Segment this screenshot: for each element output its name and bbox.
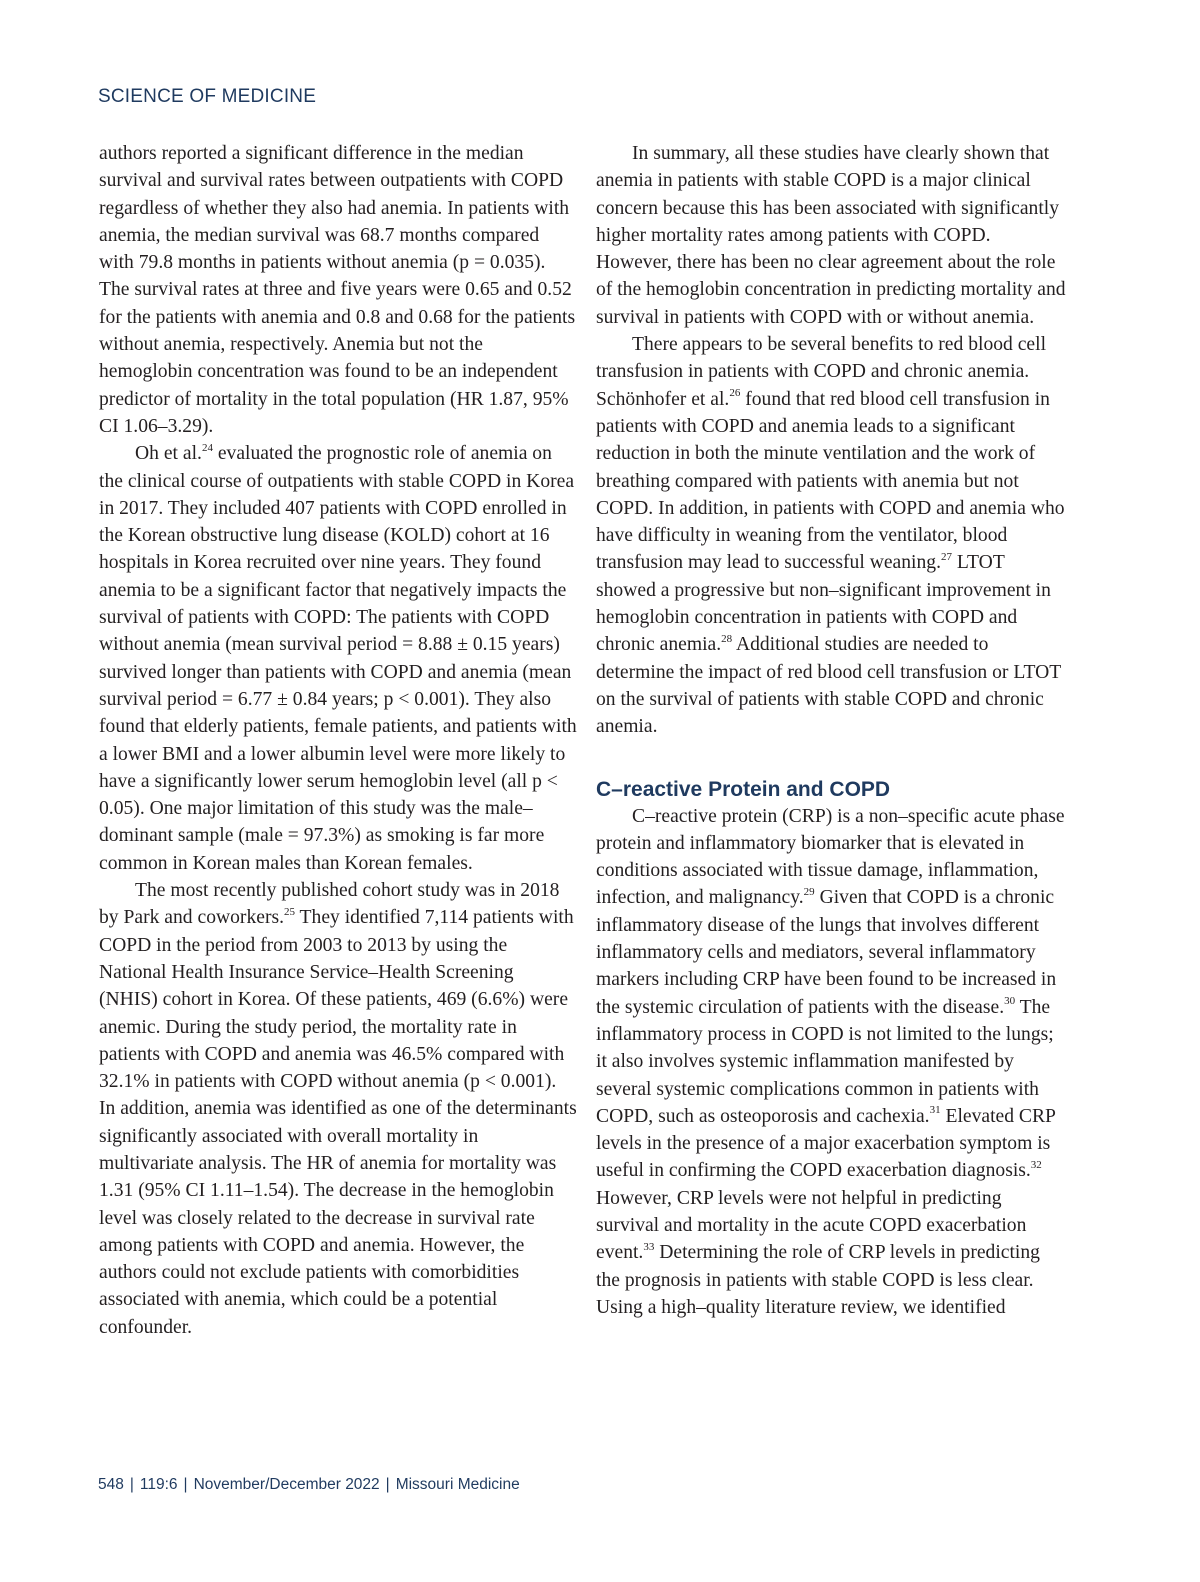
reference-marker: 32 [1030, 1158, 1042, 1171]
page-footer [98, 1476, 520, 1494]
footer-separator: | [385, 1476, 390, 1493]
issue-number: 119:6 [139, 1476, 178, 1493]
reference-marker: 28 [721, 632, 733, 645]
section-heading: C–reactive Protein and COPD [596, 777, 891, 801]
reference-marker: 25 [284, 905, 296, 918]
reference-marker: 30 [1004, 995, 1016, 1008]
footer-separator: | [183, 1476, 188, 1493]
journal-name: Missouri Medicine [395, 1476, 520, 1493]
paragraph: authors reported a significant difference in the median survival and survival rates between outpatients with COPD regardless of whether they also had anemia. In patients with anemia, the median survival was 68.7 months compared with 79.8 months in patients without anemia (p = 0.035). The survival rates at three and five years were 0.65 and 0.52 for the patients with anemia and 0.8 and 0.68 for the patients without anemia, respectively. Anemia but not the hemoglobin concentration was found to be an independent predictor of mortality in the total population (HR 1.87, 95% CI 1.06–3.29). [99, 143, 576, 437]
reference-marker: 29 [803, 885, 815, 898]
reference-marker: 24 [201, 441, 213, 454]
right-column [596, 140, 1068, 1321]
paragraph: In summary, all these studies have clearly shown that anemia in patients with stable COPD is a major clinical concern because this has been associated with significantly higher mortality rates among patients with COPD. However, there has been no clear agreement about the role of the hemoglobin concentration in predicting mortality and survival in patients with COPD with or without anemia. [596, 143, 1066, 328]
paragraph: There appears to be several benefits to red blood cell transfusion in patients with COPD and chronic anemia. Schönhofer et al.$^{26}$ found that red blood cell transfusion in patients with COPD and anemia leads to a significant reduction in both the minute ventilation and the work of breathing compared with patients with anemia but not COPD. In addition, in patients with COPD and anemia who have difficulty in weaning from the ventilator, blood transfusion may lead to successful weaning.$^{27}$ LTOT showed a progressive but non–significant improvement in hemoglobin concentration in patients with COPD and chronic anemia.$^{28}$ Additional studies are needed to determine the impact of red blood cell transfusion or LTOT on the survival of patients with stable COPD and chronic anemia. [596, 334, 1065, 738]
left-column [99, 140, 577, 1341]
page-number: 548 [98, 1476, 124, 1493]
issue-date: November/December 2022 [193, 1476, 380, 1493]
reference-marker: 31 [929, 1104, 941, 1117]
reference-marker: 33 [643, 1240, 655, 1253]
reference-marker: 26 [729, 387, 741, 400]
reference-marker: 27 [940, 550, 952, 563]
paragraph: The most recently published cohort study was in 2018 by Park and coworkers.$^{25}$ They identified 7,114 patients with COPD in the period from 2003 to 2013 by using the National Health Insurance Service–Health Screening (NHIS) cohort in Korea. Of these patients, 469 (6.6%) were anemic. During the study period, the mortality rate in patients with COPD and anemia was 46.5% compared with 32.1% in patients with COPD without anemia (p < 0.001). In addition, anemia was identified as one of the determinants significantly associated with overall mortality in multivariate analysis. The HR of anemia for mortality was 1.31 (95% CI 1.11–1.54). The decrease in the hemoglobin level was closely related to the decrease in survival rate among patients with COPD and anemia. However, the authors could not exclude patients with comorbidities associated with anemia, which could be a potential confounder. [99, 880, 577, 1338]
paragraph: C–reactive protein (CRP) is a non–specific acute phase protein and inflammatory biomarker that is elevated in conditions associated with tissue damage, inflammation, infection, and malignancy.$^{29}$ Given that COPD is a chronic inflammatory disease of the lungs that involves different inflammatory cells and mediators, several inflammatory markers including CRP have been found to be increased in the systemic circulation of patients with the disease.$^{30}$ The inflammatory process in COPD is not limited to the lungs; it also involves systemic inflammation manifested by several systemic complications common in patients with COPD, such as osteoporosis and cachexia.$^{31}$ Elevated CRP levels in the presence of a major exacerbation symptom is useful in confirming the COPD exacerbation diagnosis.$^{32}$ However, CRP levels were not helpful in predicting survival and mortality in the acute COPD exacerbation event.$^{33}$ Determining the role of CRP levels in predicting the prognosis in patients with stable COPD is less clear. Using a high–quality literature review, we identified [596, 805, 1065, 1318]
footer-separator: | [129, 1476, 134, 1493]
section-label: SCIENCE OF MEDICINE [98, 86, 317, 107]
paragraph: Oh et al.$^{24}$ evaluated the prognostic role of anemia on the clinical course of outpatients with stable COPD in Korea in 2017. They included 407 patients with COPD enrolled in the Korean obstructive lung disease (KOLD) cohort at 16 hospitals in Korea recruited over nine years. They found anemia to be a significant factor that negatively impacts the survival of patients with COPD: The patients with COPD without anemia (mean survival period = 8.88 ± 0.15 years) survived longer than patients with COPD and anemia (mean survival period = 6.77 ± 0.84 years; p < 0.001). They also found that elderly patients, female patients, and patients with a lower BMI and a lower albumin level were more likely to have a significantly lower serum hemoglobin level (all p < 0.05). One major limitation of this study was the male–dominant sample (male = 97.3%) as smoking is far more common in Korean males than Korean females. [99, 441, 577, 874]
